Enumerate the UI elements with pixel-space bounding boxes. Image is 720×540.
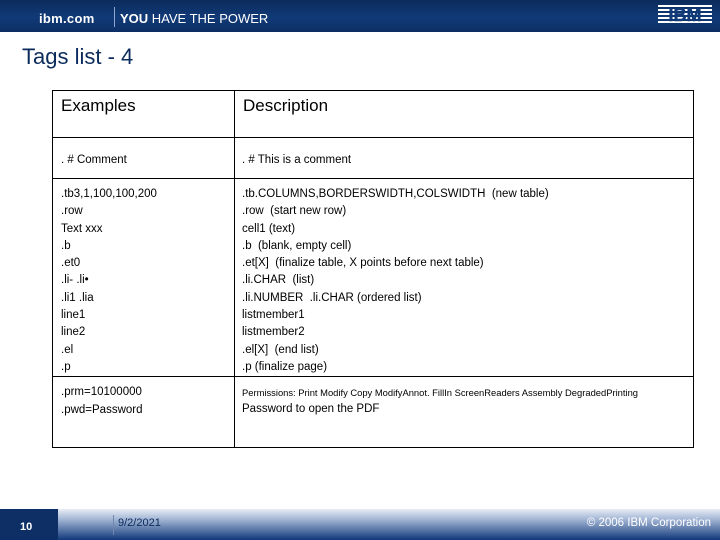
description-cell: . # This is a comment xyxy=(242,154,352,166)
example-line: .b xyxy=(61,239,71,252)
description-line: .li.CHAR (list) xyxy=(242,274,315,287)
page-number: 10 xyxy=(20,521,33,533)
description-line: .row (start new row) xyxy=(242,205,347,218)
footer-date: 9/2/2021 xyxy=(118,517,161,529)
column-header-examples: Examples xyxy=(53,91,235,138)
ibm-logo xyxy=(658,4,712,26)
description-line: .p (finalize page) xyxy=(242,360,328,373)
example-line: .li1 .lia xyxy=(61,291,94,304)
footer-divider xyxy=(113,515,114,535)
description-line: .et[X] (finalize table, X points before next table) xyxy=(242,257,484,270)
tagline-rest: HAVE THE POWER xyxy=(148,11,269,26)
description-line: cell1 (text) xyxy=(242,222,296,235)
description-cell xyxy=(235,179,693,376)
example-line: .li- .li• xyxy=(61,274,89,287)
table-row xyxy=(53,179,694,377)
ibm-logo-text: IBM xyxy=(668,5,702,25)
example-line: Text xxx xyxy=(61,222,103,235)
description-line: .tb.COLUMNS,BORDERSWIDTH,COLSWIDTH (new table) xyxy=(242,188,549,200)
column-header-description: Description xyxy=(235,91,694,138)
example-line: .prm=10100000 xyxy=(61,386,142,399)
description-line: listmember2 xyxy=(242,326,305,339)
password-description: Password to open the PDF xyxy=(242,403,380,416)
footer-bar xyxy=(0,509,720,540)
description-cell xyxy=(235,377,693,418)
description-line: .li.NUMBER .li.CHAR (ordered list) xyxy=(242,291,422,304)
description-line: listmember1 xyxy=(242,309,305,322)
description-line: .b (blank, empty cell) xyxy=(242,239,352,252)
example-cell xyxy=(53,377,234,419)
example-line: line1 xyxy=(61,309,86,322)
table-row xyxy=(53,138,694,179)
example-line: .pwd=Password xyxy=(61,403,143,416)
example-line: .tb3,1,100,100,200 xyxy=(61,188,157,200)
permissions-description: Permissions: Print Modify Copy ModifyAnnot. FillIn ScreenReaders Assembly DegradedPrinting xyxy=(242,387,639,399)
tagline-bold: YOU xyxy=(120,11,149,26)
tags-table xyxy=(52,90,694,448)
page-number-box xyxy=(0,509,58,540)
header-bar xyxy=(0,0,720,32)
description-line: .el[X] (end list) xyxy=(242,343,319,356)
header-divider xyxy=(114,7,115,27)
brand-label[interactable]: ibm.com xyxy=(39,11,95,26)
example-line: .p xyxy=(61,360,71,373)
example-cell xyxy=(53,179,234,376)
example-line: .et0 xyxy=(61,257,81,270)
example-line: line2 xyxy=(61,326,86,339)
table-header-row xyxy=(53,91,694,138)
example-cell: . # Comment xyxy=(61,154,127,166)
table-row xyxy=(53,377,694,448)
page-title: Tags list - 4 xyxy=(22,44,134,69)
example-line: .row xyxy=(61,205,83,218)
tagline xyxy=(120,11,268,26)
example-line: .el xyxy=(61,343,74,356)
copyright-text: © 2006 IBM Corporation xyxy=(586,517,711,529)
